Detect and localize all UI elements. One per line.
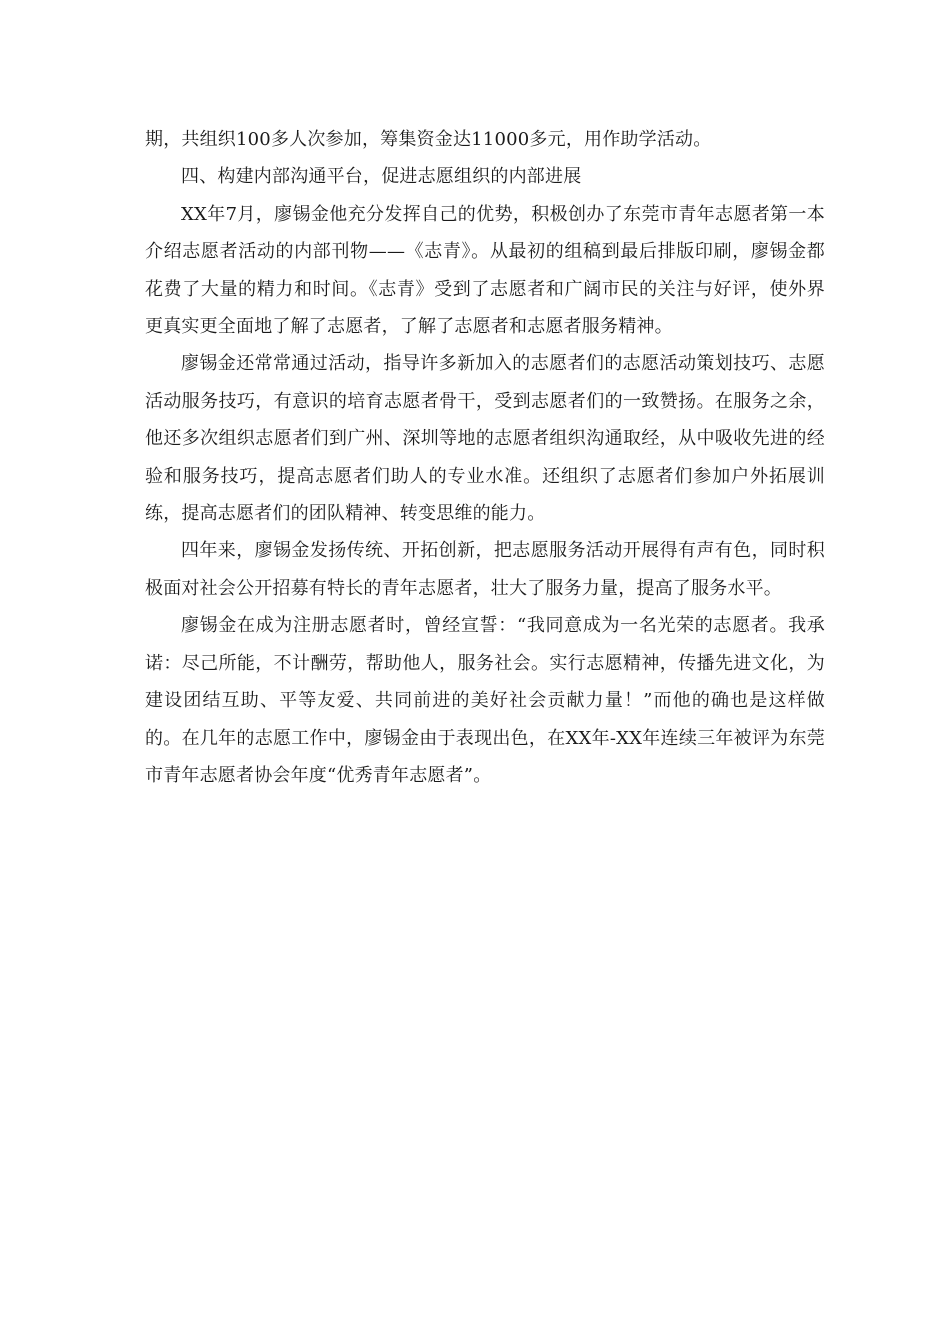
paragraph-publication: XX年7月，廖锡金他充分发挥自己的优势，积极创办了东莞市青年志愿者第一本介绍志愿者活动的内部刊物——《志青》。从最初的组稿到最后排版印刷，廖锡金都花费了大量的精力和时间。《志青》受到了志愿者和广阔市民的关注与好评，使外界更真实更全面地了解了志愿者，了解了志愿者和志愿者服务精神。	[145, 203, 825, 338]
section-heading: 四、构建内部沟通平台，促进志愿组织的内部进展	[181, 166, 582, 188]
paragraph-four-years: 四年来，廖锡金发扬传统、开拓创新，把志愿服务活动开展得有声有色，同时积极面对社会公开招募有特长的青年志愿者，壮大了服务力量，提高了服务水平。	[145, 540, 825, 599]
paragraph-oath: 廖锡金在成为注册志愿者时，曾经宣誓：“我同意成为一名光荣的志愿者。我承诺：尽己所能，不计酬劳，帮助他人，服务社会。实行志愿精神，传播先进文化，为建设团结互助、平等友爱、共同前进的美好社会贡献力量！”而他的确也是这样做的。在几年的志愿工作中，廖锡金由于表现出色，在XX年-XX年连续三年被评为东莞市青年志愿者协会年度“优秀青年志愿者”。	[145, 615, 825, 786]
document-body	[145, 121, 825, 794]
paragraph-training: 廖锡金还常常通过活动，指导许多新加入的志愿者们的志愿活动策划技巧、志愿活动服务技巧，有意识的培育志愿者骨干，受到志愿者们的一致赞扬。在服务之余，他还多次组织志愿者们到广州、深圳等地的志愿者组织沟通取经，从中吸收先进的经验和服务技巧，提高志愿者们助人的专业水准。还组织了志愿者们参加户外拓展训练，提高志愿者们的团队精神、转变思维的能力。	[145, 353, 825, 525]
paragraph-continuation: 期，共组织100多人次参加，筹集资金达11000多元，用作助学活动。	[145, 129, 712, 150]
